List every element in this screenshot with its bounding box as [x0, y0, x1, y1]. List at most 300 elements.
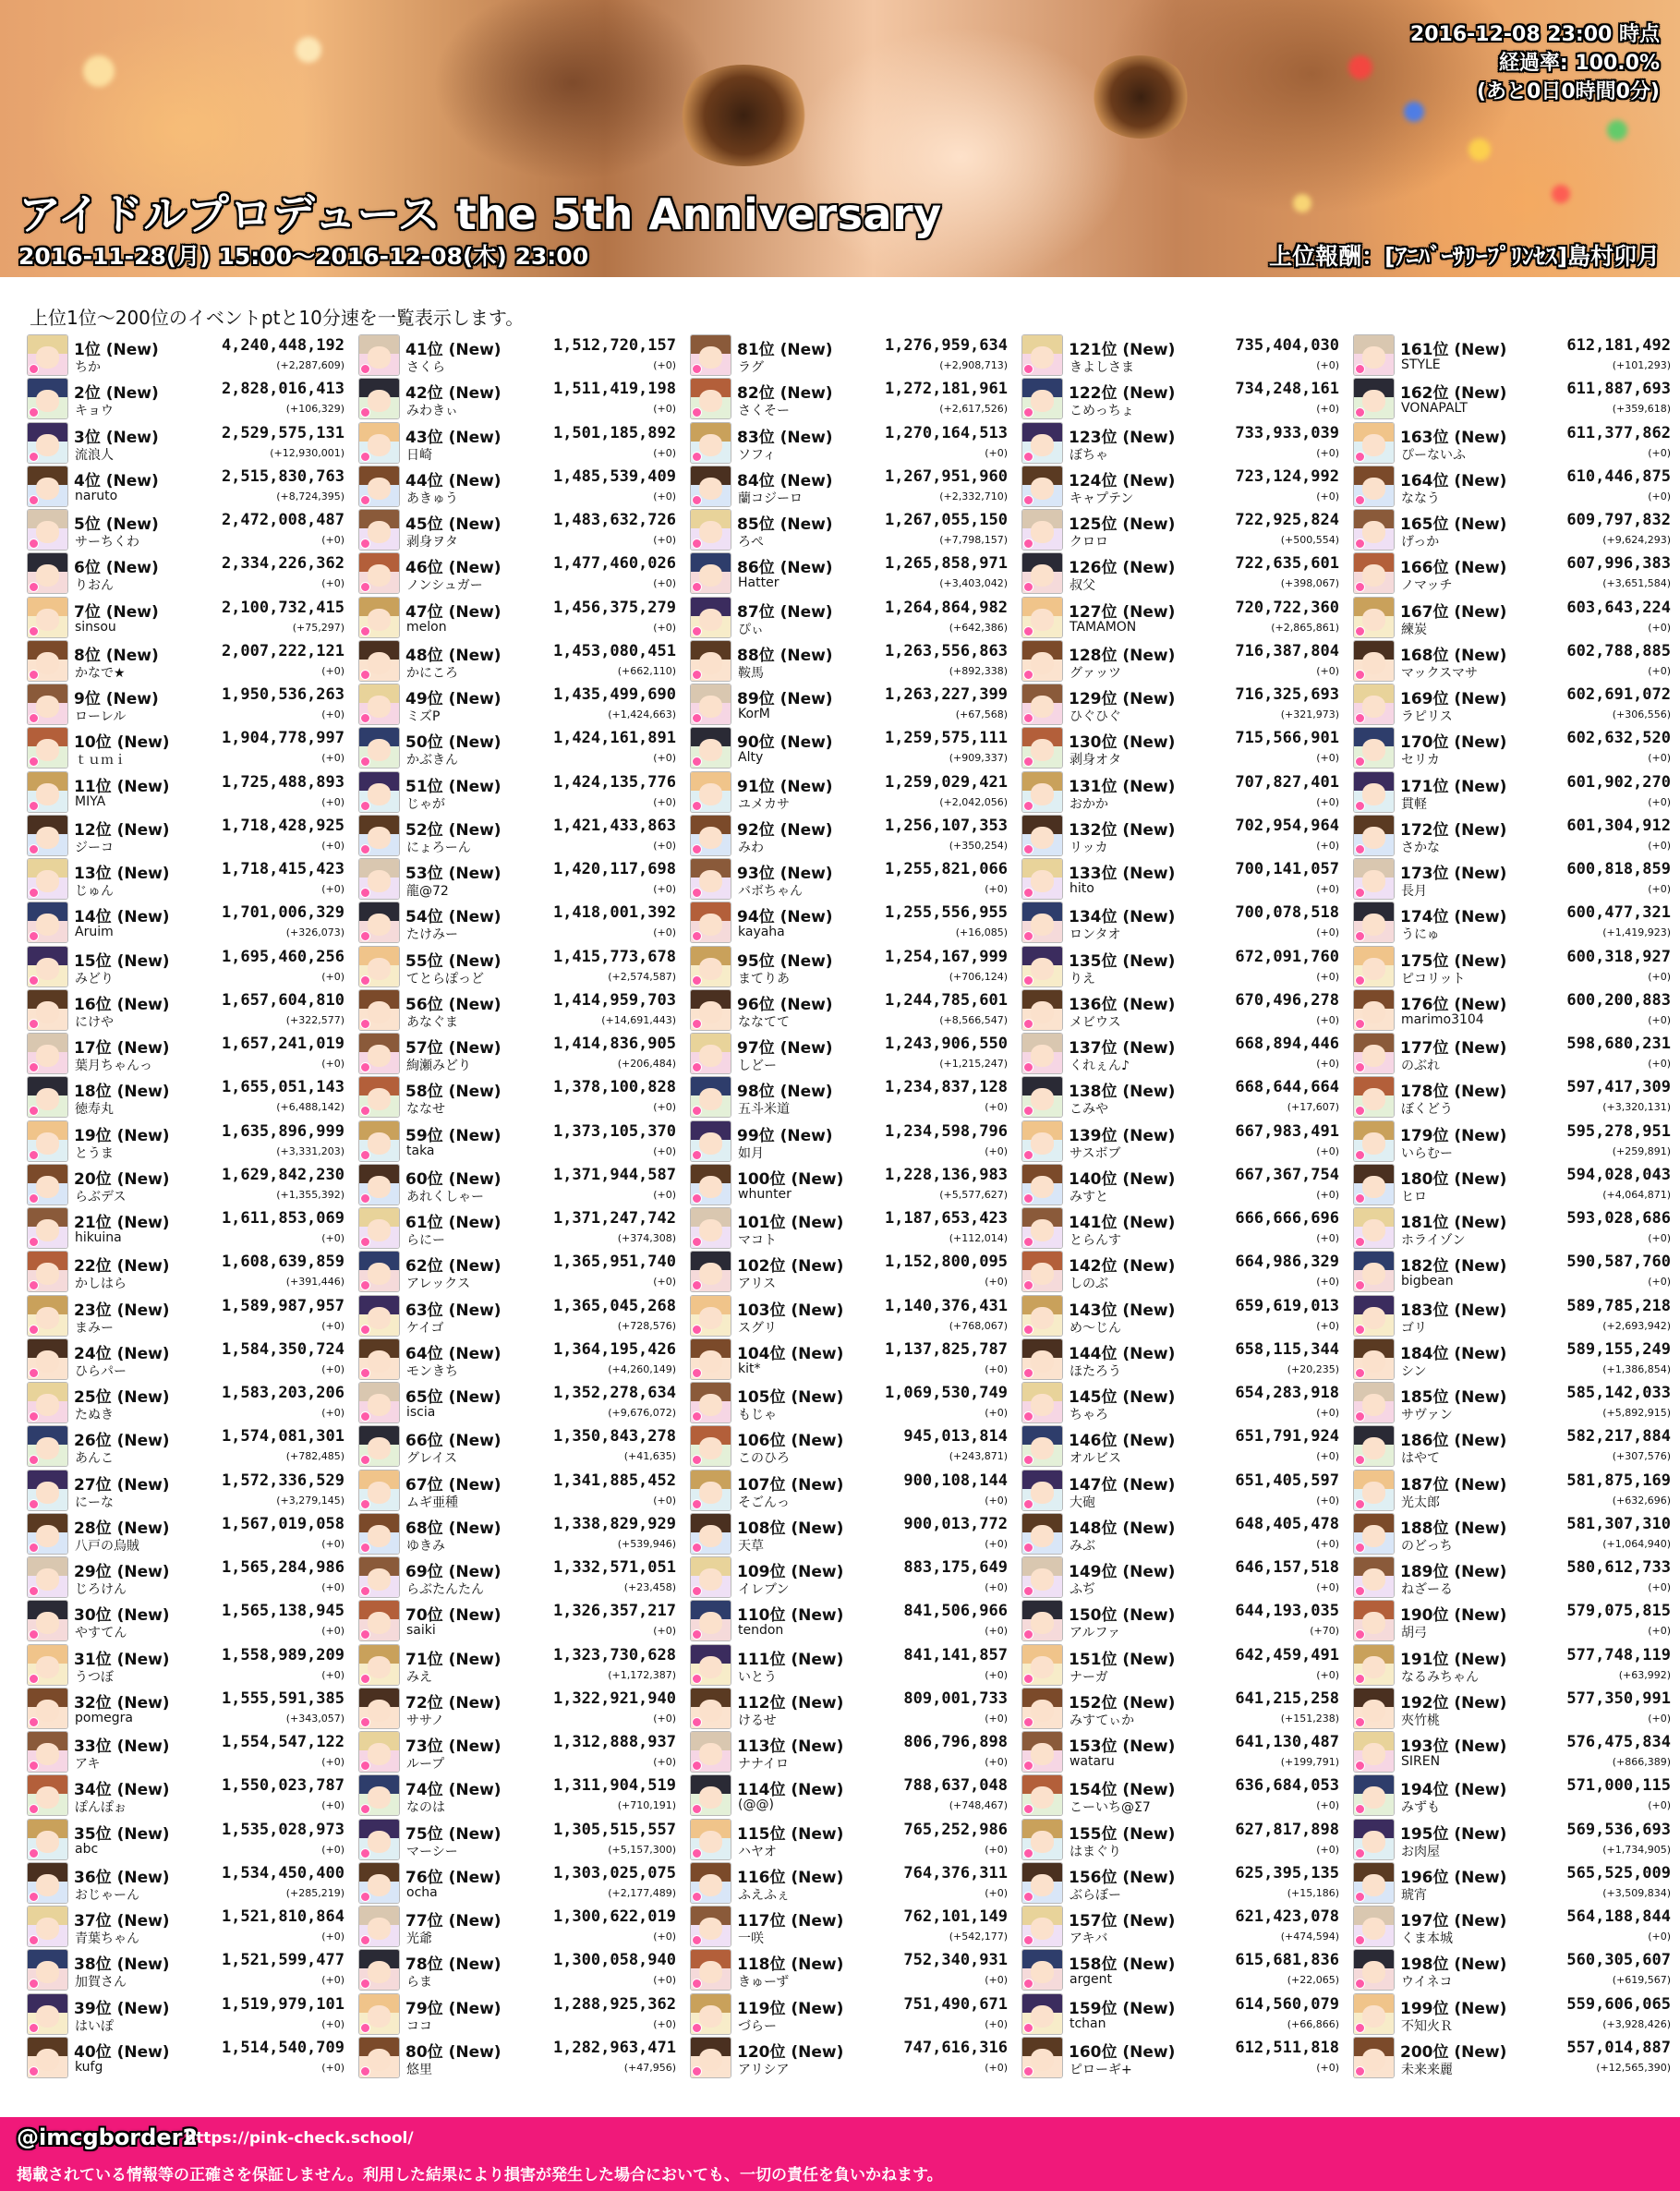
rank-label: 7位 (New) [74, 602, 159, 622]
event-points: 716,387,804 [1235, 641, 1339, 660]
producer-avatar [1022, 1514, 1062, 1554]
event-points: 841,141,857 [903, 1645, 1008, 1664]
banner-art-eye-left [674, 65, 813, 166]
ranking-entry [688, 1295, 1017, 1338]
event-points: 1,512,720,157 [552, 336, 676, 355]
ranking-entry [1020, 815, 1348, 858]
event-points: 648,405,478 [1235, 1514, 1339, 1533]
rarity-badge-icon [360, 1411, 370, 1422]
producer-name: ななてて [738, 1014, 790, 1030]
producer-name: はいぽ [75, 2018, 114, 2034]
producer-avatar [1022, 466, 1062, 506]
rank-label: 186位 (New) [1400, 1432, 1507, 1451]
event-points: 1,718,415,423 [221, 860, 344, 878]
rank-label: 199位 (New) [1400, 1999, 1507, 2018]
ten-minute-speed: (+66,866) [1287, 2017, 1339, 2030]
event-points: 762,101,149 [903, 1907, 1008, 1926]
ten-minute-speed: (+9,676,072) [608, 1407, 676, 1419]
ten-minute-speed: (+151,238) [1280, 1712, 1339, 1725]
footer-twitter-handle[interactable]: @imcgborder2 [17, 2124, 199, 2150]
producer-name: 大砲 [1070, 1495, 1095, 1510]
rank-label: 130位 (New) [1069, 733, 1176, 753]
rarity-badge-icon [1355, 1543, 1365, 1553]
producer-avatar [1354, 816, 1394, 855]
event-title: アイドルプロデュース the 5th Anniversary [18, 189, 942, 239]
ten-minute-speed: (+0) [653, 926, 676, 939]
rarity-badge-icon [29, 1935, 39, 1945]
event-points: 1,574,081,301 [221, 1427, 344, 1447]
event-points: 668,644,664 [1235, 1078, 1339, 1097]
ranking-entry [1351, 334, 1680, 378]
rarity-badge-icon [1023, 1761, 1033, 1771]
producer-avatar [1354, 598, 1394, 637]
rarity-badge-icon [29, 452, 39, 462]
producer-avatar [1354, 379, 1394, 418]
rarity-badge-icon [1023, 713, 1033, 723]
rank-label: 51位 (New) [405, 777, 502, 796]
rank-label: 18位 (New) [74, 1083, 170, 1102]
ten-minute-speed: (+106,329) [285, 403, 344, 416]
producer-avatar [1354, 510, 1394, 550]
producer-avatar [28, 1514, 67, 1554]
ten-minute-speed: (+0) [321, 1407, 344, 1419]
rarity-badge-icon [1023, 1150, 1033, 1160]
producer-name: 如月 [738, 1145, 764, 1161]
rarity-badge-icon [29, 1411, 39, 1422]
ten-minute-speed: (+0) [653, 1931, 676, 1943]
ranking-entry [1020, 1470, 1348, 1513]
producer-name: みわきぃ [406, 404, 458, 419]
producer-avatar [28, 990, 67, 1030]
producer-avatar [28, 641, 67, 681]
rank-label: 118位 (New) [737, 1955, 844, 1975]
rarity-badge-icon [1355, 452, 1365, 462]
rarity-badge-icon [1355, 801, 1365, 811]
producer-avatar [691, 859, 731, 899]
ten-minute-speed: (+0) [653, 1974, 676, 1987]
ranking-entry [357, 1382, 685, 1425]
rarity-badge-icon [1355, 1892, 1365, 1902]
rarity-badge-icon [692, 1237, 702, 1247]
producer-avatar [1354, 641, 1394, 681]
ranking-entry [1351, 946, 1680, 989]
producer-name: にょろーん [406, 840, 471, 855]
ranking-entry [1351, 1644, 1680, 1688]
rank-label: 122位 (New) [1069, 384, 1176, 404]
rank-label: 24位 (New) [74, 1344, 170, 1363]
event-points: 1,483,632,726 [552, 511, 676, 529]
rarity-badge-icon [29, 1848, 39, 1858]
producer-avatar [691, 1950, 731, 1990]
producer-avatar [28, 728, 67, 768]
ranking-entry [25, 1382, 354, 1425]
event-points: 641,130,487 [1235, 1733, 1339, 1751]
ranking-entry [688, 640, 1017, 684]
rank-label: 54位 (New) [405, 908, 502, 927]
rarity-badge-icon [29, 1586, 39, 1596]
producer-name: hikuina [75, 1230, 122, 1245]
ten-minute-speed: (+866,389) [1612, 1756, 1671, 1768]
event-points: 1,255,556,955 [884, 903, 1008, 923]
event-period: 2016-11-28(月) 15:00～2016-12-08(木) 23:00 [18, 243, 589, 270]
producer-avatar [1354, 1208, 1394, 1248]
rank-label: 170位 (New) [1400, 733, 1507, 753]
rank-label: 138位 (New) [1069, 1083, 1176, 1102]
event-points: 1,364,195,426 [552, 1339, 676, 1359]
ten-minute-speed: (+307,576) [1612, 1450, 1671, 1463]
rarity-badge-icon [692, 1368, 702, 1378]
producer-name: 一咲 [738, 1931, 764, 1946]
producer-avatar [359, 1601, 399, 1640]
rank-label: 37位 (New) [74, 1912, 170, 1931]
ranking-entry [357, 1774, 685, 1818]
producer-avatar [1022, 1820, 1062, 1859]
ten-minute-speed: (+0) [1648, 1013, 1671, 1026]
rarity-badge-icon [692, 801, 702, 811]
ten-minute-speed: (+14,691,443) [601, 1013, 676, 1026]
rank-label: 121位 (New) [1069, 341, 1176, 359]
producer-avatar [1354, 1426, 1394, 1466]
ten-minute-speed: (+206,484) [617, 1058, 676, 1070]
producer-avatar [359, 1732, 399, 1772]
rank-label: 23位 (New) [74, 1301, 170, 1320]
event-points: 1,259,029,421 [884, 772, 1008, 792]
event-points: 651,791,924 [1235, 1427, 1339, 1447]
producer-avatar [1354, 1950, 1394, 1990]
producer-avatar [1354, 1514, 1394, 1554]
producer-name: くれぇん♪ [1070, 1059, 1130, 1073]
banner-light-3 [1468, 139, 1491, 161]
ten-minute-speed: (+768,067) [949, 1319, 1008, 1332]
rarity-badge-icon [360, 975, 370, 986]
rarity-badge-icon [1355, 1325, 1365, 1335]
banner-light-6 [1607, 120, 1627, 140]
producer-name: ノマッチ [1401, 578, 1453, 594]
ranking-entry [1351, 858, 1680, 902]
ranking-entry [688, 815, 1017, 858]
ranking-entry [1020, 1120, 1348, 1164]
ranking-entry [357, 1033, 685, 1076]
rank-label: 67位 (New) [405, 1475, 502, 1495]
producer-avatar [1022, 641, 1062, 681]
rank-label: 133位 (New) [1069, 865, 1176, 883]
ranking-entry [688, 1120, 1017, 1164]
producer-name: スグリ [738, 1320, 777, 1336]
ten-minute-speed: (+5,892,915) [1602, 1407, 1671, 1419]
event-points: 581,875,169 [1566, 1471, 1671, 1490]
event-points: 1,725,488,893 [221, 772, 344, 792]
producer-avatar [1022, 1732, 1062, 1772]
rank-label: 43位 (New) [405, 428, 502, 447]
event-points: 1,187,653,423 [884, 1209, 1008, 1228]
producer-name: アキバ [1070, 1931, 1108, 1946]
producer-avatar [28, 859, 67, 899]
rank-label: 74位 (New) [405, 1781, 502, 1800]
ten-minute-speed: (+0) [321, 1974, 344, 1987]
producer-name: Alty [738, 750, 764, 766]
producer-avatar [28, 1077, 67, 1117]
producer-avatar [28, 2038, 67, 2077]
event-points: 560,305,607 [1566, 1951, 1671, 1970]
rank-label: 76位 (New) [405, 1868, 502, 1887]
ten-minute-speed: (+0) [321, 1843, 344, 1856]
event-points: 2,828,016,413 [221, 380, 344, 399]
producer-avatar [1354, 1601, 1394, 1640]
ranking-column-4 [1020, 334, 1348, 2106]
ten-minute-speed: (+0) [985, 2061, 1008, 2074]
event-points: 594,028,043 [1566, 1165, 1671, 1184]
event-points: 565,525,009 [1566, 1863, 1671, 1882]
producer-avatar [1022, 902, 1062, 942]
rarity-badge-icon [29, 1325, 39, 1335]
rarity-badge-icon [29, 1150, 39, 1160]
producer-name: うにゅ [1401, 927, 1440, 943]
banner-light-5 [1293, 194, 1311, 212]
event-points: 751,490,671 [903, 1994, 1008, 2014]
rank-label: 50位 (New) [405, 733, 502, 753]
rank-label: 174位 (New) [1400, 908, 1507, 927]
ten-minute-speed: (+0) [1316, 883, 1339, 895]
rank-label: 141位 (New) [1069, 1214, 1176, 1232]
ten-minute-speed: (+782,485) [285, 1450, 344, 1463]
producer-avatar [28, 1994, 67, 2034]
ranking-entry [25, 1425, 354, 1469]
ranking-entry [25, 1164, 354, 1207]
rank-label: 171位 (New) [1400, 777, 1507, 796]
ten-minute-speed: (+0) [321, 1756, 344, 1768]
rank-label: 94位 (New) [737, 908, 833, 927]
producer-name: 長月 [1401, 884, 1427, 899]
ranking-entry [1020, 640, 1348, 684]
producer-name: マコト [738, 1233, 777, 1248]
rarity-badge-icon [1023, 452, 1033, 462]
event-points: 600,477,321 [1566, 903, 1671, 923]
producer-name: キョウ [75, 404, 114, 419]
ranking-entry [1020, 684, 1348, 727]
banner-light-4 [1552, 185, 1570, 203]
rank-label: 184位 (New) [1400, 1344, 1507, 1363]
producer-avatar [691, 1689, 731, 1728]
producer-avatar [691, 598, 731, 637]
producer-name: 徳寿丸 [75, 1102, 114, 1118]
rank-label: 72位 (New) [405, 1693, 502, 1713]
rarity-badge-icon [29, 626, 39, 636]
producer-avatar [28, 1121, 67, 1161]
producer-avatar [359, 1689, 399, 1728]
producer-name: ユメカサ [738, 796, 790, 812]
producer-avatar [691, 2038, 731, 2077]
producer-avatar [1022, 335, 1062, 375]
producer-avatar [28, 598, 67, 637]
rank-label: 97位 (New) [737, 1039, 833, 1058]
event-points: 1,414,959,703 [552, 990, 676, 1010]
producer-name: はまぐり [1070, 1844, 1121, 1859]
event-points: 809,001,733 [903, 1689, 1008, 1708]
producer-name: キャプテン [1070, 490, 1134, 506]
rank-label: 113位 (New) [737, 1737, 844, 1756]
event-points: 636,684,053 [1235, 1776, 1339, 1796]
producer-name: そごんっ [738, 1495, 790, 1510]
rank-label: 30位 (New) [74, 1606, 170, 1626]
rank-label: 103位 (New) [737, 1301, 844, 1320]
producer-avatar [1354, 902, 1394, 942]
ranking-entry [688, 1076, 1017, 1120]
rank-label: 13位 (New) [74, 865, 170, 883]
producer-name: Hatter [738, 575, 780, 591]
event-points: 612,511,818 [1235, 2038, 1339, 2057]
producer-name: ぼちゃ [1070, 447, 1108, 463]
footer-site-link[interactable]: https://pink-check.school/ [185, 2129, 414, 2148]
rank-label: 38位 (New) [74, 1955, 170, 1975]
event-points: 1,565,138,945 [221, 1602, 344, 1621]
producer-name: ラグ [738, 360, 764, 375]
event-points: 658,115,344 [1235, 1339, 1339, 1359]
producer-name: ぶらぼー [1070, 1887, 1121, 1903]
producer-name: モンきち [406, 1363, 458, 1379]
ranking-entry [688, 858, 1017, 902]
rank-label: 21位 (New) [74, 1214, 170, 1232]
rank-label: 52位 (New) [405, 820, 502, 840]
producer-name: サーちくわ [75, 535, 139, 550]
producer-avatar [1354, 1077, 1394, 1117]
event-points: 667,983,491 [1235, 1121, 1339, 1141]
producer-name: らぶデス [75, 1189, 127, 1204]
producer-name: みどり [75, 971, 114, 987]
rank-label: 187位 (New) [1400, 1475, 1507, 1495]
event-points: 788,637,048 [903, 1776, 1008, 1796]
producer-name: もじゃ [738, 1408, 777, 1422]
producer-avatar [28, 335, 67, 375]
ten-minute-speed: (+0) [1316, 1843, 1339, 1856]
rank-label: 83位 (New) [737, 428, 833, 447]
producer-avatar [1022, 859, 1062, 899]
ranking-entry [1351, 1382, 1680, 1425]
producer-avatar [691, 466, 731, 506]
event-points: 1,584,350,724 [221, 1339, 344, 1359]
producer-avatar [1354, 1732, 1394, 1772]
producer-avatar [28, 1732, 67, 1772]
ten-minute-speed: (+75,297) [292, 621, 344, 634]
rank-label: 82位 (New) [737, 384, 833, 404]
producer-name: (@@) [738, 1798, 774, 1813]
ranking-entry [1020, 1164, 1348, 1207]
ranking-entry [1351, 1120, 1680, 1164]
ten-minute-speed: (+1,355,392) [276, 1188, 344, 1201]
rank-label: 154位 (New) [1069, 1781, 1176, 1800]
rank-label: 108位 (New) [737, 1519, 844, 1538]
rarity-badge-icon [1355, 2023, 1365, 2033]
ranking-entry [1351, 2037, 1680, 2080]
ranking-entry [25, 771, 354, 815]
event-points: 1,511,419,198 [552, 380, 676, 399]
ranking-entry [1351, 640, 1680, 684]
rarity-badge-icon [1023, 1717, 1033, 1727]
rank-label: 157位 (New) [1069, 1912, 1176, 1931]
producer-avatar [359, 772, 399, 812]
producer-name: 剥身オタ [1070, 753, 1121, 769]
producer-name: バボちゃん [738, 884, 803, 899]
event-points: 1,558,989,209 [221, 1645, 344, 1664]
event-points: 1,420,117,698 [552, 860, 676, 878]
rarity-badge-icon [1355, 495, 1365, 505]
producer-avatar [691, 1208, 731, 1248]
ranking-entry [357, 902, 685, 945]
ranking-entry [25, 902, 354, 945]
producer-avatar [1354, 1252, 1394, 1291]
rank-label: 172位 (New) [1400, 820, 1507, 840]
producer-avatar [28, 1252, 67, 1291]
producer-avatar [359, 466, 399, 506]
rank-label: 40位 (New) [74, 2042, 170, 2062]
ranking-entry [357, 552, 685, 596]
ten-minute-speed: (+0) [985, 1974, 1008, 1987]
rarity-badge-icon [1023, 1674, 1033, 1684]
producer-name: 天草 [738, 1538, 764, 1554]
rarity-badge-icon [360, 1019, 370, 1029]
event-points: 659,619,013 [1235, 1296, 1339, 1315]
event-points: 883,175,649 [903, 1558, 1008, 1577]
ranking-entry [25, 378, 354, 421]
rank-label: 92位 (New) [737, 820, 833, 840]
rank-label: 31位 (New) [74, 1650, 170, 1669]
ranking-entry [688, 1731, 1017, 1774]
ranking-entry [357, 1731, 685, 1774]
ten-minute-speed: (+0) [1648, 1581, 1671, 1593]
ranking-entry [688, 1819, 1017, 1862]
event-points: 1,300,058,940 [552, 1951, 676, 1970]
event-points: 1,608,639,859 [221, 1253, 344, 1272]
ten-minute-speed: (+0) [985, 1712, 1008, 1725]
ranking-entry [25, 858, 354, 902]
ten-minute-speed: (+0) [653, 1144, 676, 1157]
rank-label: 89位 (New) [737, 690, 833, 708]
event-points: 720,722,360 [1235, 598, 1339, 617]
rank-label: 1位 (New) [74, 341, 159, 359]
producer-avatar [691, 1471, 731, 1510]
rank-label: 123位 (New) [1069, 428, 1176, 447]
ten-minute-speed: (+7,798,157) [939, 534, 1008, 546]
ten-minute-speed: (+8,724,395) [276, 490, 344, 502]
producer-avatar [691, 1775, 731, 1815]
rarity-badge-icon [29, 495, 39, 505]
producer-avatar [1354, 1557, 1394, 1597]
producer-name: いとう [738, 1669, 777, 1685]
producer-avatar [691, 1077, 731, 1117]
rarity-badge-icon [360, 1368, 370, 1378]
producer-name: wataru [1070, 1754, 1115, 1769]
ranking-entry [357, 815, 685, 858]
ten-minute-speed: (+20,235) [1287, 1362, 1339, 1375]
rank-label: 128位 (New) [1069, 646, 1176, 665]
producer-name: らま [406, 1975, 432, 1991]
ten-minute-speed: (+0) [653, 752, 676, 765]
ten-minute-speed: (+2,865,861) [1271, 621, 1339, 634]
ranking-entry [357, 1993, 685, 2037]
ranking-entry [1020, 1993, 1348, 2037]
rank-label: 115位 (New) [737, 1824, 844, 1844]
rank-label: 143位 (New) [1069, 1301, 1176, 1320]
rank-label: 161位 (New) [1400, 341, 1507, 359]
event-points: 670,496,278 [1235, 990, 1339, 1010]
producer-name: マーシー [406, 1844, 458, 1859]
rank-label: 28位 (New) [74, 1519, 170, 1538]
producer-name: くま本城 [1401, 1931, 1453, 1946]
producer-avatar [359, 2038, 399, 2077]
event-points: 672,091,760 [1235, 947, 1339, 966]
producer-avatar [1022, 1863, 1062, 1903]
ranking-entry [688, 1033, 1017, 1076]
ranking-entry [1351, 771, 1680, 815]
